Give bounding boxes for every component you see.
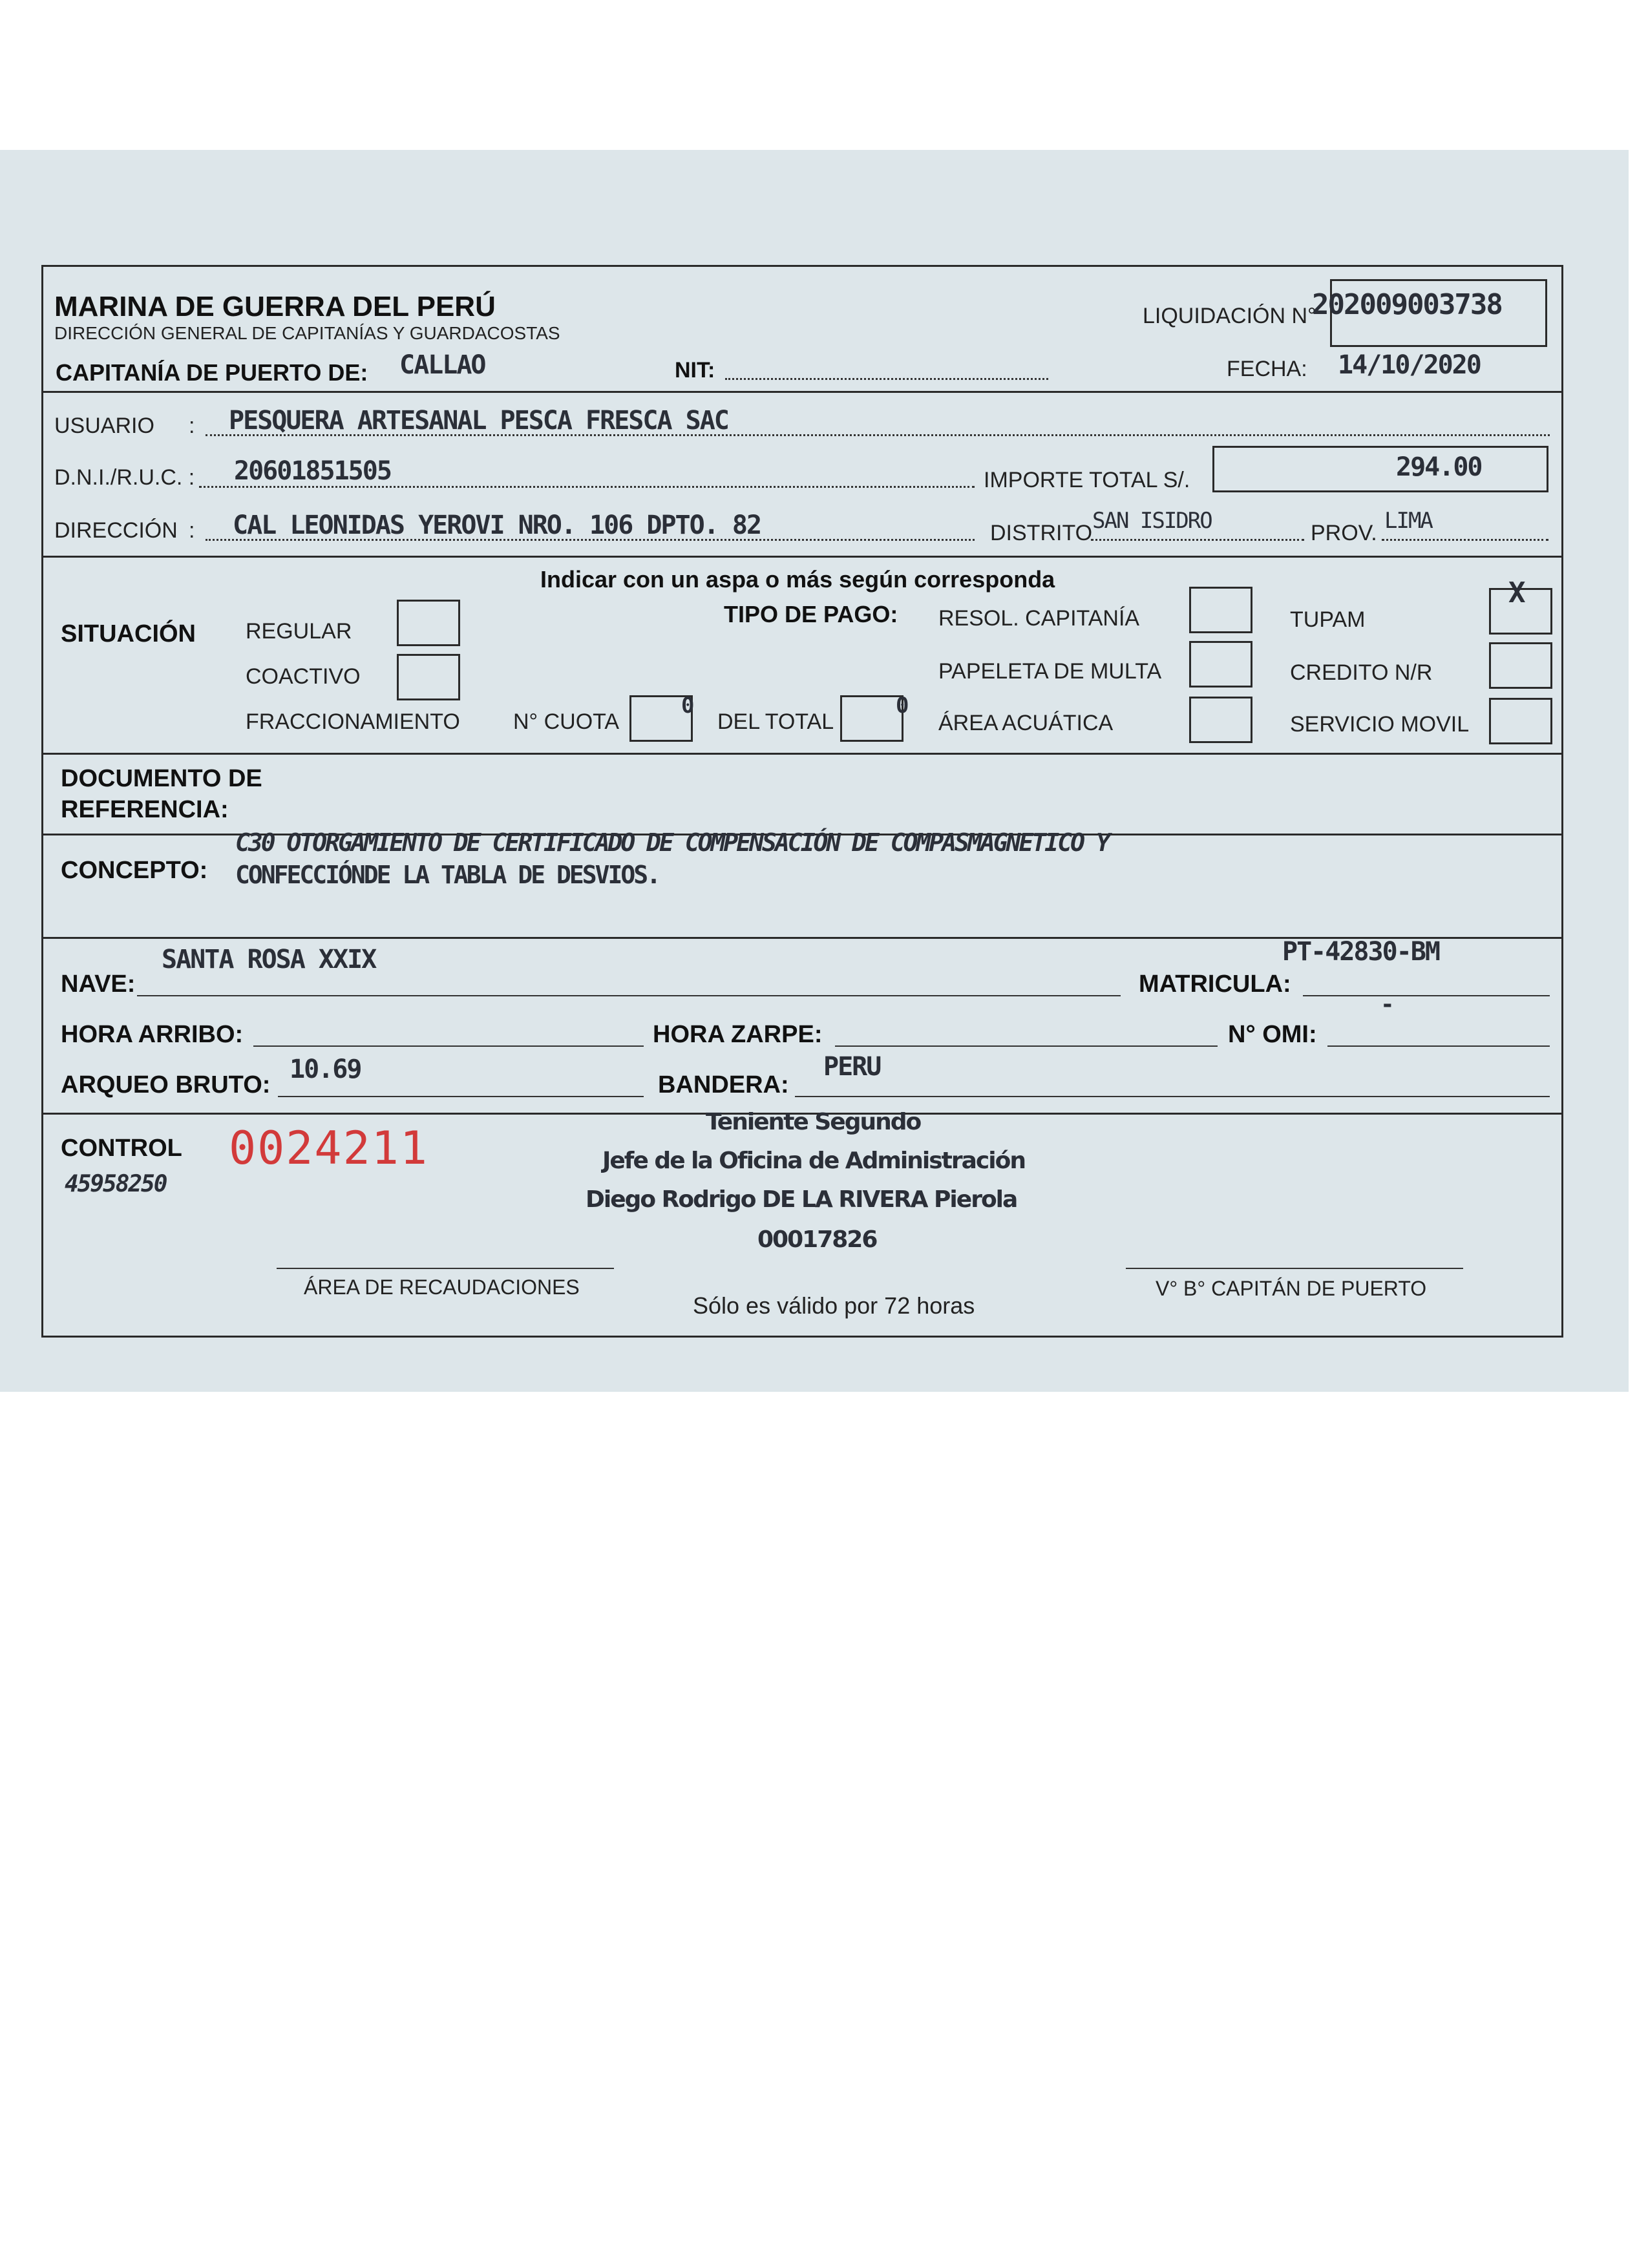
signer-id: 00017826 bbox=[757, 1226, 877, 1253]
prov-line bbox=[1382, 539, 1548, 541]
concepto-line-1: C30 OTORGAMIENTO DE CERTIFICADO DE COMPENSACIÓN DE COMPASMAGNETICO Y bbox=[235, 828, 1109, 857]
validez-note: Sólo es válido por 72 horas bbox=[693, 1292, 975, 1319]
nave-line bbox=[137, 995, 1121, 996]
hora-zarpe-label: HORA ZARPE: bbox=[653, 1021, 823, 1048]
matricula-label: MATRICULA: bbox=[1139, 971, 1291, 998]
situacion-label: SITUACIÓN bbox=[61, 620, 196, 647]
importe-value: 294.00 bbox=[1396, 452, 1482, 482]
doc-ref-label-2: REFERENCIA: bbox=[61, 796, 229, 823]
nave-value: SANTA ROSA XXIX bbox=[162, 945, 376, 974]
resol-capitania-checkbox[interactable] bbox=[1189, 587, 1252, 633]
regular-label: REGULAR bbox=[246, 619, 352, 644]
del-total-value: 0 bbox=[896, 693, 908, 719]
arqueo-line bbox=[278, 1096, 644, 1097]
nit-label: NIT: bbox=[675, 358, 715, 383]
dept-subtitle: DIRECCIÓN GENERAL DE CAPITANÍAS Y GUARDACOSTAS bbox=[54, 323, 560, 343]
direccion-value: CAL LEONIDAS YEROVI NRO. 106 DPTO. 82 bbox=[233, 510, 761, 540]
signer-name: Diego Rodrigo DE LA RIVERA Pierola bbox=[586, 1186, 1017, 1213]
liquidacion-number: 202009003738 bbox=[1312, 288, 1502, 321]
area-recaudaciones-label: ÁREA DE RECAUDACIONES bbox=[304, 1276, 580, 1299]
ruc-label: D.N.I./R.U.C. : bbox=[54, 465, 195, 490]
concepto-line-2: CONFECCIÓNDE LA TABLA DE DESVIOS. bbox=[235, 861, 659, 889]
distrito-label: DISTRITO bbox=[990, 521, 1093, 545]
coactivo-checkbox[interactable] bbox=[397, 654, 460, 700]
servicio-movil-checkbox[interactable] bbox=[1489, 698, 1552, 744]
divider bbox=[41, 556, 1563, 558]
area-acuatica-label: ÁREA ACUÁTICA bbox=[938, 711, 1114, 735]
usuario-value: PESQUERA ARTESANAL PESCA FRESCA SAC bbox=[229, 406, 728, 436]
papeleta-multa-checkbox[interactable] bbox=[1189, 641, 1252, 688]
importe-box bbox=[1212, 446, 1548, 492]
hora-arribo-label: HORA ARRIBO: bbox=[61, 1021, 244, 1048]
usuario-colon: : bbox=[189, 414, 195, 438]
direccion-label: DIRECCIÓN bbox=[54, 518, 178, 543]
bandera-line bbox=[795, 1096, 1550, 1097]
arqueo-label: ARQUEO BRUTO: bbox=[61, 1071, 271, 1098]
direccion-colon: : bbox=[189, 518, 195, 543]
resol-capitania-label: RESOL. CAPITANÍA bbox=[938, 606, 1140, 631]
credito-label: CREDITO N/R bbox=[1290, 660, 1433, 685]
matricula-line bbox=[1303, 995, 1550, 996]
tupam-mark: X bbox=[1508, 576, 1525, 609]
instruction-text: Indicar con un aspa o más según corresponda bbox=[540, 566, 1055, 593]
capitania-label: CAPITANÍA DE PUERTO DE: bbox=[56, 359, 368, 386]
cuota-value: 0 bbox=[681, 693, 693, 719]
bandera-label: BANDERA: bbox=[658, 1071, 789, 1098]
nit-line bbox=[725, 378, 1048, 380]
hora-arribo-line bbox=[253, 1045, 644, 1047]
credito-checkbox[interactable] bbox=[1489, 642, 1552, 689]
area-acuatica-checkbox[interactable] bbox=[1189, 697, 1252, 743]
concepto-label: CONCEPTO: bbox=[61, 857, 208, 884]
org-title: MARINA DE GUERRA DEL PERÚ bbox=[54, 291, 496, 322]
divider bbox=[41, 391, 1563, 393]
ruc-value: 20601851505 bbox=[234, 456, 391, 486]
regular-checkbox[interactable] bbox=[397, 600, 460, 646]
distrito-line bbox=[1091, 539, 1304, 541]
signer-title: Jefe de la Oficina de Administración bbox=[602, 1148, 1025, 1174]
capitan-signature-line bbox=[1126, 1268, 1463, 1269]
control-sub: 45958250 bbox=[65, 1171, 167, 1197]
prov-value: LIMA bbox=[1384, 508, 1432, 534]
liquidacion-label: LIQUIDACIÓN N° bbox=[1143, 304, 1316, 328]
fraccionamiento-label: FRACCIONAMIENTO bbox=[246, 709, 460, 734]
control-label: CONTROL bbox=[61, 1135, 182, 1162]
ruc-line bbox=[199, 486, 975, 488]
capitania-value: CALLAO bbox=[399, 350, 485, 380]
bandera-value: PERU bbox=[823, 1052, 881, 1082]
matricula-value: PT-42830-BM bbox=[1282, 937, 1439, 967]
omi-label: N° OMI: bbox=[1228, 1021, 1317, 1048]
doc-ref-label-1: DOCUMENTO DE bbox=[61, 765, 262, 792]
divider bbox=[41, 753, 1563, 755]
importe-label: IMPORTE TOTAL S/. bbox=[984, 468, 1190, 492]
hora-zarpe-line bbox=[835, 1045, 1218, 1047]
del-total-label: DEL TOTAL bbox=[717, 709, 834, 734]
papeleta-multa-label: PAPELETA DE MULTA bbox=[938, 659, 1162, 684]
fecha-label: FECHA: bbox=[1227, 357, 1307, 381]
usuario-label: USUARIO bbox=[54, 414, 154, 438]
servicio-movil-label: SERVICIO MOVIL bbox=[1290, 712, 1470, 737]
cuota-label: N° CUOTA bbox=[513, 709, 620, 734]
coactivo-label: COACTIVO bbox=[246, 664, 361, 689]
nave-label: NAVE: bbox=[61, 971, 136, 998]
vb-capitan-label: V° B° CAPITÁN DE PUERTO bbox=[1156, 1277, 1427, 1300]
distrito-value: SAN ISIDRO bbox=[1092, 508, 1212, 534]
omi-line bbox=[1327, 1045, 1550, 1047]
prov-label: PROV. bbox=[1311, 521, 1377, 545]
signer-rank: Teniente Segundo bbox=[706, 1109, 921, 1135]
del-total-box[interactable] bbox=[840, 695, 903, 742]
tipo-pago-label: TIPO DE PAGO: bbox=[724, 601, 898, 627]
omi-value: - bbox=[1380, 991, 1393, 1018]
arqueo-value: 10.69 bbox=[290, 1055, 361, 1084]
fecha-value: 14/10/2020 bbox=[1338, 350, 1481, 380]
tupam-label: TUPAM bbox=[1290, 607, 1366, 632]
control-number: 0024211 bbox=[229, 1122, 429, 1175]
recaudaciones-signature-line bbox=[277, 1268, 614, 1269]
